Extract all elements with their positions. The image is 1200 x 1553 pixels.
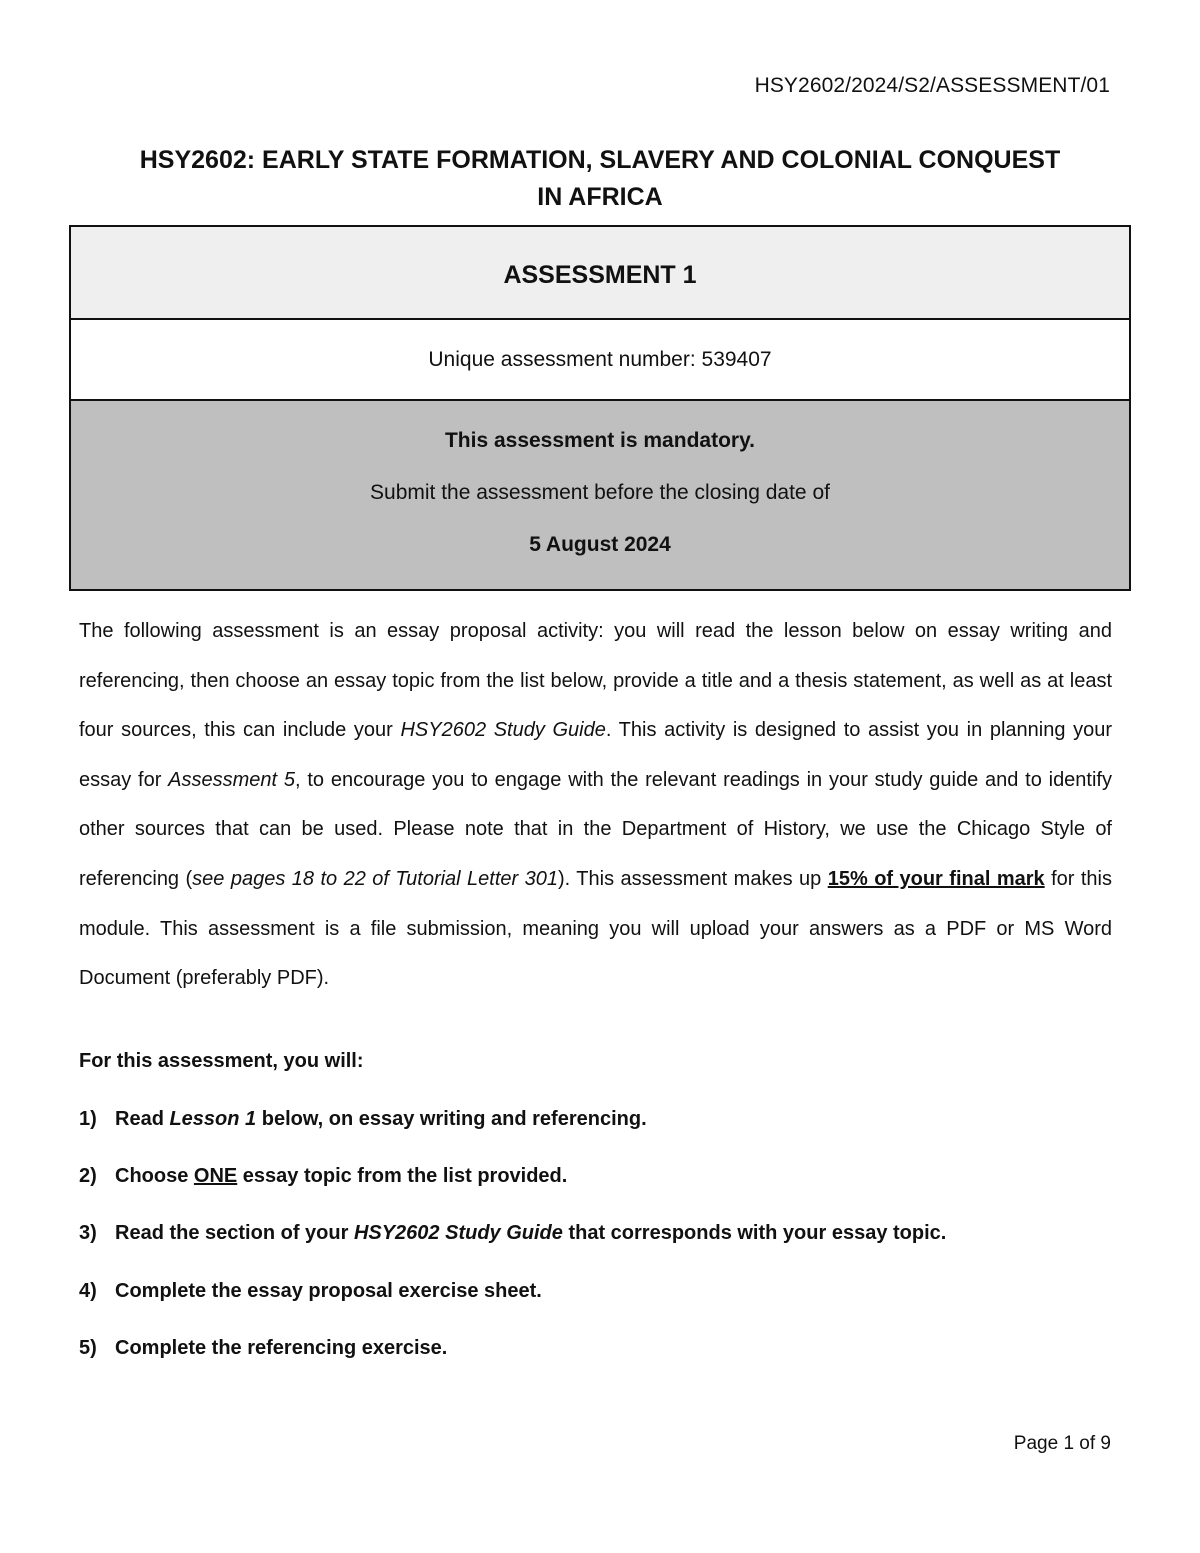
- step-text: Complete the essay proposal exercise sheet.: [115, 1279, 542, 1302]
- step-text: Choose: [115, 1165, 194, 1188]
- step-number: 4): [79, 1279, 97, 1302]
- unique-assessment-number: Unique assessment number: 539407: [71, 320, 1129, 401]
- submit-instruction: Submit the assessment before the closing date of: [370, 481, 830, 504]
- step-text: that corresponds with your essay topic.: [562, 1222, 947, 1245]
- emphasis-one: ONE: [193, 1165, 238, 1188]
- step-number: 5): [79, 1336, 97, 1359]
- list-item: [79, 1280, 1112, 1337]
- assessment-info-box: [69, 225, 1131, 591]
- list-item: [79, 1222, 1112, 1279]
- intro-text: . This activity is designed to assist you in planning your essay for: [79, 719, 1112, 791]
- document-title: [70, 142, 1130, 216]
- step-number: 3): [79, 1222, 97, 1245]
- step-text: Read the section of your: [115, 1222, 354, 1245]
- intro-text: ). This assessment makes up: [558, 867, 828, 890]
- steps-heading: For this assessment, you will:: [79, 1050, 364, 1072]
- list-item: [79, 1337, 1112, 1394]
- step-number: 2): [79, 1165, 97, 1188]
- list-item: [79, 1108, 1112, 1165]
- tutorial-letter-ref: see pages 18 to 22 of Tutorial Letter 301: [192, 867, 559, 890]
- document-title-line-1: HSY2602: EARLY STATE FORMATION, SLAVERY AND COLONIAL CONQUEST: [139, 146, 1061, 174]
- document-code: HSY2602/2024/S2/ASSESSMENT/01: [754, 74, 1110, 97]
- final-mark-weight: 15% of your final mark: [827, 867, 1045, 890]
- intro-text: The following assessment is an essay proposal activity: you will read the lesson below on essay writing and referencing, then choose an essay topic from the list below, provide a title and a thesis statement, as well as at least four sources, this can include your: [79, 620, 1112, 742]
- step-text: Complete the referencing exercise.: [115, 1336, 448, 1359]
- mandatory-statement: This assessment is mandatory.: [444, 429, 756, 452]
- list-item: [79, 1165, 1112, 1222]
- step-text: below, on essay writing and referencing.: [256, 1108, 647, 1130]
- lesson-ref: Lesson 1: [169, 1108, 257, 1130]
- intro-text: , to encourage you to engage with the relevant readings in your study guide and to identify other sources that can be used. Please note that in the Department of History, we use the Chicago Style of referencing (: [79, 768, 1112, 890]
- intro-text: for this module. This assessment is a file submission, meaning you will upload your answers as a PDF or MS Word Document (preferably PDF).: [79, 867, 1112, 990]
- study-guide-ref: HSY2602 Study Guide: [400, 719, 606, 742]
- steps-list: [79, 1108, 1112, 1394]
- closing-date: 5 August 2024: [529, 533, 671, 556]
- study-guide-ref: HSY2602 Study Guide: [353, 1222, 563, 1245]
- step-text: essay topic from the list provided.: [237, 1165, 568, 1188]
- assessment-heading: ASSESSMENT 1: [71, 227, 1129, 320]
- mandatory-notice: [71, 401, 1129, 589]
- step-number: 1): [79, 1108, 97, 1130]
- step-text: Read: [115, 1108, 170, 1130]
- document-title-line-2: IN AFRICA: [537, 183, 663, 211]
- intro-paragraph: [79, 607, 1112, 1004]
- assessment-ref: Assessment 5: [168, 768, 296, 791]
- page-number: Page 1 of 9: [1013, 1433, 1111, 1454]
